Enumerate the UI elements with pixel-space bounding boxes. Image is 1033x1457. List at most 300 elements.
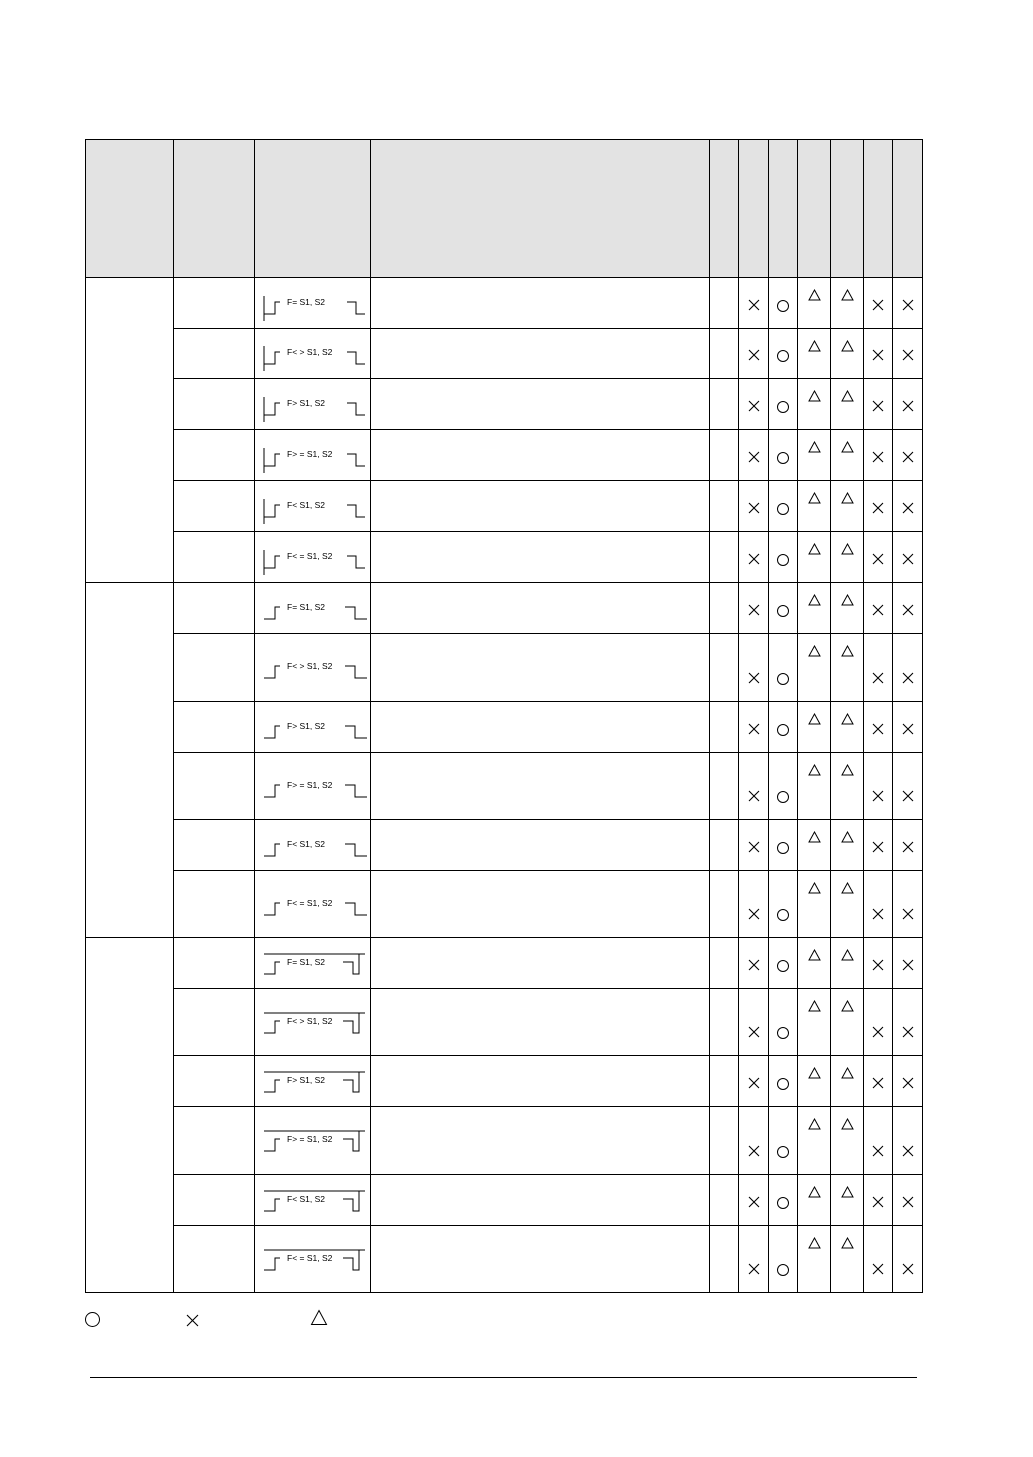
availability-mark [769,1196,797,1208]
availability-cell [893,1175,923,1226]
circle-icon [776,1077,790,1091]
availability-cell [739,329,769,379]
triangle-icon [808,1118,821,1130]
circle-icon [84,1311,101,1328]
cross-icon [902,1026,914,1038]
availability-mark [739,841,768,853]
symbol-cell [255,1175,371,1226]
availability-cell [739,989,769,1056]
mnemonic-cell [174,753,255,820]
circle-icon [776,349,790,363]
availability-cell [864,430,893,481]
availability-cell [798,938,831,989]
availability-mark [864,451,892,463]
circle-icon [776,1196,790,1210]
availability-mark [769,1077,797,1089]
step-cell [710,634,739,702]
triangle-icon [841,1118,854,1130]
mnemonic-cell [174,532,255,583]
availability-cell [831,871,864,938]
symbol-cell [255,532,371,583]
availability-cell [739,753,769,820]
description-cell [371,379,710,430]
cross-icon [902,672,914,684]
ladder-label: F= S1, S2 [287,297,326,307]
availability-cell [864,1056,893,1107]
header-cell [864,140,893,278]
availability-mark [864,400,892,412]
ladder-label: F= S1, S2 [287,602,326,612]
availability-cell [893,1107,923,1175]
availability-mark [893,908,922,920]
triangle-icon [841,441,854,453]
availability-cell [739,430,769,481]
header-cell [710,140,739,278]
circle-icon [776,790,790,804]
triangle-icon [808,713,821,725]
availability-cell [798,1056,831,1107]
availability-mark [798,289,830,301]
availability-mark [864,841,892,853]
table-row [86,430,923,481]
circle-icon [776,400,790,414]
cross-icon [902,604,914,616]
availability-cell [864,481,893,532]
mnemonic-cell [174,1226,255,1293]
availability-mark [739,1263,768,1275]
circle-icon [776,959,790,973]
cross-icon [902,908,914,920]
availability-mark [893,1196,922,1208]
mnemonic-cell [174,938,255,989]
ladder-label: F< = S1, S2 [287,551,333,561]
availability-mark [893,1026,922,1038]
cross-icon [872,790,884,802]
symbol-cell [255,430,371,481]
circle-icon [776,841,790,855]
availability-cell [798,481,831,532]
ladder-symbol [255,481,369,531]
mnemonic-cell [174,379,255,430]
mnemonic-cell [174,702,255,753]
availability-cell [893,938,923,989]
availability-mark [739,400,768,412]
legend-triangle [310,1309,328,1325]
availability-cell [893,430,923,481]
step-cell [710,938,739,989]
availability-cell [864,753,893,820]
header-cell [769,140,798,278]
availability-mark [798,713,830,725]
cross-icon [185,1313,200,1328]
triangle-icon [841,390,854,402]
header-cell [739,140,769,278]
availability-cell [769,871,798,938]
availability-cell [798,871,831,938]
symbol-cell [255,379,371,430]
step-cell [710,989,739,1056]
cross-icon [748,908,760,920]
cross-icon [872,672,884,684]
availability-mark [864,1263,892,1275]
availability-cell [769,379,798,430]
triangle-icon [841,1237,854,1249]
table-row [86,989,923,1056]
description-cell [371,430,710,481]
availability-mark [864,299,892,311]
availability-mark [893,959,922,971]
availability-cell [798,379,831,430]
cross-icon [748,553,760,565]
availability-mark [893,723,922,735]
availability-cell [739,1175,769,1226]
availability-cell [831,1175,864,1226]
step-cell [710,430,739,481]
availability-mark [831,289,863,301]
triangle-icon [808,441,821,453]
availability-cell [831,1107,864,1175]
availability-mark [831,390,863,402]
availability-mark [769,672,797,684]
availability-cell [831,430,864,481]
cross-icon [902,1196,914,1208]
step-cell [710,1226,739,1293]
mnemonic-cell [174,634,255,702]
availability-mark [739,672,768,684]
availability-cell [893,871,923,938]
availability-cell [864,532,893,583]
availability-mark [798,492,830,504]
availability-cell [769,1056,798,1107]
triangle-icon [808,543,821,555]
availability-cell [831,583,864,634]
triangle-icon [808,289,821,301]
ladder-symbol [255,430,369,480]
cross-icon [902,299,914,311]
mnemonic-cell [174,481,255,532]
cross-icon [872,400,884,412]
step-cell [710,1056,739,1107]
footer-rule [90,1377,917,1378]
ladder-symbol [255,938,369,988]
availability-mark [864,1145,892,1157]
cross-icon [902,553,914,565]
triangle-icon [808,831,821,843]
ladder-symbol [255,1056,369,1106]
legend-circle [84,1311,101,1327]
availability-mark [893,400,922,412]
triangle-icon [310,1309,328,1326]
availability-mark [798,882,830,894]
step-cell [710,278,739,329]
header-cell [831,140,864,278]
ladder-symbol [255,871,369,937]
availability-mark [739,959,768,971]
availability-mark [769,349,797,361]
triangle-icon [841,1000,854,1012]
cross-icon [748,299,760,311]
availability-mark [864,1077,892,1089]
table-header [86,140,923,278]
triangle-icon [808,594,821,606]
availability-mark [769,908,797,920]
cross-icon [872,299,884,311]
ladder-label: F> S1, S2 [287,398,326,408]
availability-cell [831,989,864,1056]
step-cell [710,379,739,430]
availability-cell [769,989,798,1056]
cross-icon [872,502,884,514]
availability-mark [798,1186,830,1198]
availability-cell [739,634,769,702]
availability-mark [769,1263,797,1275]
availability-cell [864,1107,893,1175]
table-row [86,1056,923,1107]
symbol-cell [255,989,371,1056]
availability-cell [831,634,864,702]
availability-mark [831,882,863,894]
availability-cell [831,820,864,871]
table-row [86,753,923,820]
triangle-icon [841,882,854,894]
availability-cell [831,938,864,989]
availability-cell [893,1226,923,1293]
availability-cell [769,702,798,753]
mnemonic-cell [174,1056,255,1107]
availability-cell [739,481,769,532]
triangle-icon [841,492,854,504]
availability-cell [831,481,864,532]
availability-cell [769,1107,798,1175]
availability-mark [864,502,892,514]
availability-cell [769,938,798,989]
circle-icon [776,299,790,313]
description-cell [371,702,710,753]
triangle-icon [841,764,854,776]
availability-mark [769,790,797,802]
group-cell [86,278,174,583]
cross-icon [902,349,914,361]
availability-cell [864,702,893,753]
availability-mark [864,1196,892,1208]
availability-mark [893,790,922,802]
step-cell [710,1175,739,1226]
cross-icon [872,349,884,361]
availability-cell [769,583,798,634]
availability-cell [769,430,798,481]
availability-cell [831,1226,864,1293]
cross-icon [872,959,884,971]
availability-mark [893,451,922,463]
availability-cell [798,1226,831,1293]
availability-cell [798,278,831,329]
instruction-table [85,139,923,1293]
cross-icon [872,451,884,463]
availability-mark [769,959,797,971]
availability-mark [739,502,768,514]
cross-icon [748,723,760,735]
availability-cell [893,481,923,532]
ladder-label: F< S1, S2 [287,839,326,849]
availability-mark [831,492,863,504]
cross-icon [748,1026,760,1038]
ladder-symbol [255,989,369,1055]
cross-icon [902,790,914,802]
availability-cell [864,989,893,1056]
symbol-cell [255,1056,371,1107]
availability-cell [769,1175,798,1226]
availability-cell [739,278,769,329]
availability-cell [798,820,831,871]
availability-mark [893,349,922,361]
availability-cell [739,532,769,583]
availability-cell [831,532,864,583]
availability-cell [739,1056,769,1107]
triangle-icon [808,340,821,352]
triangle-icon [808,949,821,961]
ladder-symbol [255,820,369,870]
availability-cell [769,634,798,702]
description-cell [371,1175,710,1226]
availability-mark [831,764,863,776]
cross-icon [902,1077,914,1089]
availability-cell [798,583,831,634]
triangle-icon [841,713,854,725]
availability-cell [739,1107,769,1175]
description-cell [371,634,710,702]
ladder-symbol [255,583,369,633]
ladder-label: F< > S1, S2 [287,661,333,671]
availability-cell [769,329,798,379]
availability-cell [893,634,923,702]
circle-icon [776,723,790,737]
availability-cell [831,329,864,379]
availability-cell [864,820,893,871]
description-cell [371,583,710,634]
legend-cross [185,1313,200,1329]
mnemonic-cell [174,820,255,871]
cross-icon [902,451,914,463]
availability-mark [739,790,768,802]
availability-cell [798,989,831,1056]
triangle-icon [841,289,854,301]
cross-icon [748,1196,760,1208]
cross-icon [902,1263,914,1275]
availability-mark [893,1263,922,1275]
availability-cell [893,278,923,329]
step-cell [710,871,739,938]
ladder-symbol [255,1175,369,1225]
availability-mark [864,604,892,616]
availability-cell [864,938,893,989]
availability-mark [864,349,892,361]
group-cell [86,938,174,1293]
cross-icon [748,1263,760,1275]
availability-cell [893,989,923,1056]
cross-icon [902,400,914,412]
availability-mark [831,441,863,453]
ladder-label: F> = S1, S2 [287,1134,333,1144]
cross-icon [748,790,760,802]
description-cell [371,938,710,989]
triangle-icon [841,594,854,606]
table-body [86,278,923,1293]
ladder-symbol [255,1107,369,1174]
ladder-label: F< S1, S2 [287,1194,326,1204]
step-cell [710,820,739,871]
header-cell [255,140,371,278]
mnemonic-cell [174,1175,255,1226]
availability-mark [769,451,797,463]
mnemonic-cell [174,871,255,938]
availability-mark [893,604,922,616]
availability-mark [798,594,830,606]
availability-cell [831,278,864,329]
availability-mark [864,790,892,802]
availability-mark [798,1118,830,1130]
description-cell [371,481,710,532]
availability-mark [798,831,830,843]
ladder-symbol [255,1226,369,1292]
availability-cell [864,634,893,702]
ladder-symbol [255,379,369,429]
availability-cell [864,583,893,634]
ladder-label: F< > S1, S2 [287,1016,333,1026]
step-cell [710,329,739,379]
description-cell [371,532,710,583]
availability-mark [739,1077,768,1089]
mnemonic-cell [174,583,255,634]
step-cell [710,702,739,753]
availability-cell [831,753,864,820]
triangle-icon [808,1000,821,1012]
availability-mark [739,1145,768,1157]
availability-cell [739,379,769,430]
availability-cell [798,634,831,702]
ladder-label: F> S1, S2 [287,721,326,731]
triangle-icon [808,390,821,402]
ladder-label: F< S1, S2 [287,500,326,510]
availability-mark [893,1077,922,1089]
cross-icon [748,502,760,514]
symbol-cell [255,481,371,532]
cross-icon [902,959,914,971]
cross-icon [902,841,914,853]
table-row [86,481,923,532]
availability-mark [893,841,922,853]
triangle-icon [808,882,821,894]
cross-icon [748,451,760,463]
cross-icon [872,1196,884,1208]
availability-mark [739,553,768,565]
availability-cell [739,871,769,938]
triangle-icon [841,949,854,961]
cross-icon [872,1145,884,1157]
circle-icon [776,553,790,567]
availability-mark [893,502,922,514]
availability-cell [769,481,798,532]
availability-cell [798,329,831,379]
symbol-cell [255,583,371,634]
cross-icon [872,723,884,735]
availability-mark [769,841,797,853]
circle-icon [776,908,790,922]
availability-mark [769,723,797,735]
triangle-icon [808,492,821,504]
availability-mark [798,645,830,657]
cross-icon [748,1077,760,1089]
availability-mark [864,959,892,971]
